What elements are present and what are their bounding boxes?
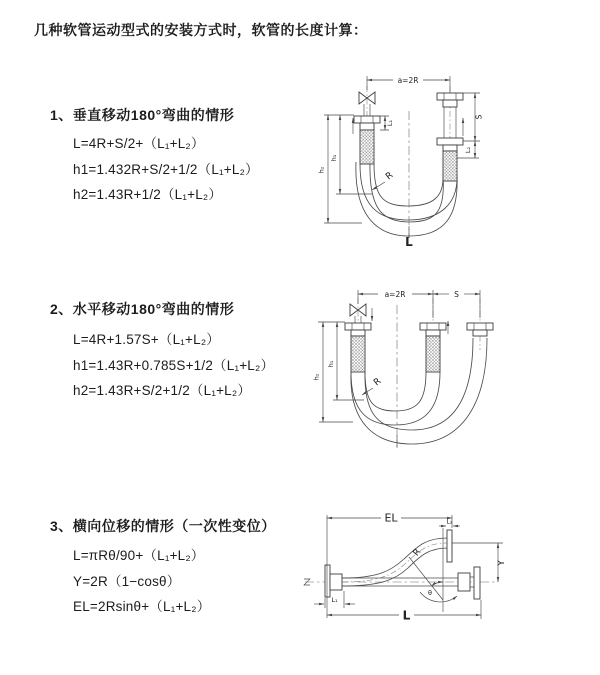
centerlines [358,298,480,448]
right-pipe-assembly [467,323,493,336]
right-lower-fitting [458,567,480,599]
dim-label-l: L [402,608,411,623]
left-fitting [325,565,342,597]
section-3-formulas [73,543,210,620]
middle-pipe-assembly [420,323,446,372]
diagram-vertical-180-bend [312,66,572,256]
formula-line: L=4R+S/2+（L₁+L₂） [73,136,205,151]
braid-section [443,151,457,181]
dim-label-y: Y [497,560,507,566]
braid-section [351,336,365,372]
section-2-heading: 2、水平移动180°弯曲的情形 [50,301,235,317]
diagram-horizontal-180-bend [308,280,578,465]
dim-label-r: R [411,547,424,559]
dim-label-l1: L₁ [331,596,338,604]
dim-label-s: S [454,290,459,299]
diagram-lateral-displacement [302,502,592,642]
dim-label-h1: h₁ [330,154,338,162]
section-1-formulas [73,131,259,208]
dim-label-h2: h₂ [317,166,326,174]
dim-label-l: L [405,235,413,249]
hose-arcs [351,338,487,447]
braid-section [426,336,440,372]
dimensions [318,76,484,249]
right-upper-flange [447,530,452,562]
formula-line: Y=2R（1−cosθ） [73,573,181,589]
dim-label-s: S [474,114,484,120]
formula-line: h1=1.43R+0.785S+1/2（L₁+L₂） [73,357,275,373]
section-1-heading: 1、垂直移动180°弯曲的情形 [50,107,235,123]
dim-label-r: R [384,170,396,183]
curved-hose-position [342,538,447,586]
dim-label-r: R [372,376,384,389]
formula-line: EL=2Rsinθ+（L₁+L₂） [73,599,211,614]
dimensions [313,290,481,422]
dim-label-el: EL [384,511,398,525]
dim-label-theta: θ [428,589,432,597]
section-3-heading: 3、横向位移的情形（一次性变位） [50,518,276,534]
formula-line: h2=1.43R+1/2（L₁+L₂） [73,187,223,202]
formula-line: L=πRθ/90+（L₁+L₂） [73,548,205,563]
dim-label-a2r: a=2R [384,290,406,299]
section-2-formulas [73,327,274,404]
hose-arcs [356,162,457,238]
dim-label-l2: L₂ [446,517,453,526]
dim-label-a2r: a=2R [397,76,419,85]
braid-section [360,130,374,164]
page-title: 几种软管运动型式的安装方式时，软管的长度计算： [34,22,368,38]
formula-line: L=4R+1.57S+（L₁+L₂） [73,332,220,347]
dim-label-l1: L₁ [386,119,394,127]
centerlines [367,86,450,238]
dim-label-h2: h₂ [312,373,321,381]
formula-line: h2=1.43R+S/2+1/2（L₁+L₂） [73,383,252,398]
formula-line: h1=1.432R+S/2+1/2（L₁+L₂） [73,161,259,177]
dim-label-l2: L₂ [464,146,472,154]
dim-label-h1: h₁ [327,360,335,368]
